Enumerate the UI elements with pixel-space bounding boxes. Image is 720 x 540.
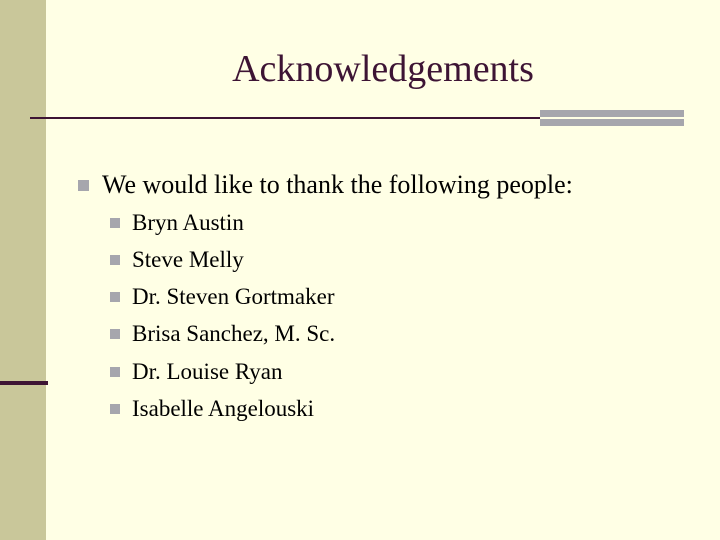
square-bullet-icon [78,180,89,191]
square-bullet-icon [110,404,120,414]
person-name: Steve Melly [132,247,244,272]
left-decorative-bar [0,0,46,540]
person-name: Brisa Sanchez, M. Sc. [132,321,336,346]
slide-title: Acknowledgements [232,48,534,90]
square-bullet-icon [110,329,120,339]
person-name: Dr. Louise Ryan [132,359,283,384]
title-divider [30,117,540,119]
intro-text: We would like to thank the following people: [102,170,573,199]
person-name: Dr. Steven Gortmaker [132,284,335,309]
title-divider-accent [540,110,684,126]
square-bullet-icon [110,292,120,302]
square-bullet-icon [110,367,120,377]
square-bullet-icon [110,255,120,265]
person-name: Bryn Austin [132,210,244,235]
left-bar-accent-line [0,381,48,385]
square-bullet-icon [110,218,120,228]
person-name: Isabelle Angelouski [132,396,315,421]
